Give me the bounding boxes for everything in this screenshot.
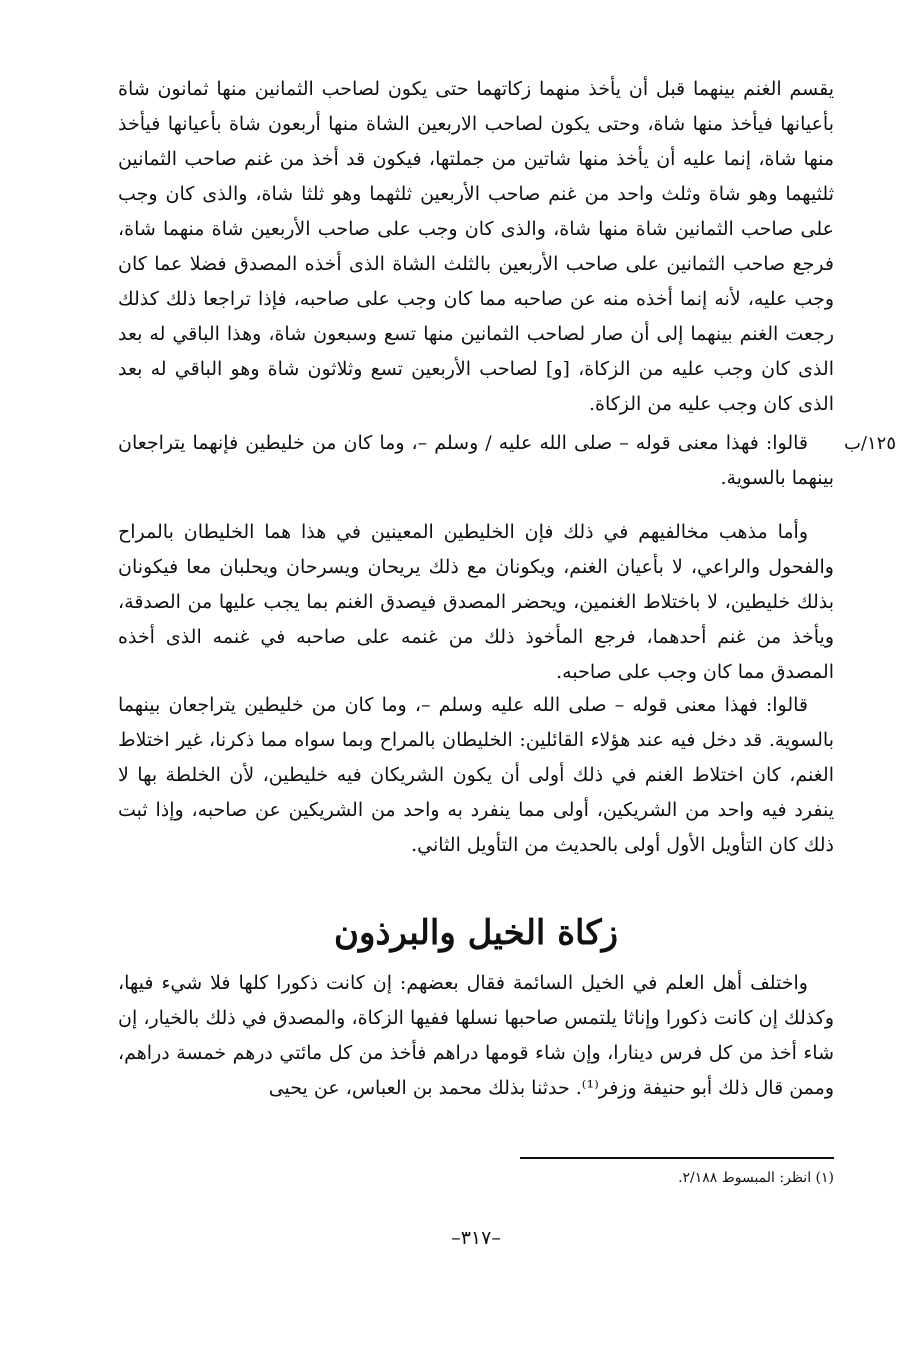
body-paragraph-2 xyxy=(118,426,834,496)
section-heading: زكاة الخيل والبرذون xyxy=(334,913,618,953)
paragraph-text: قالوا: فهذا معنى قوله – صلى الله عليه وسلم –، وما كان من خليطين يتراجعان بينهما بالسوية. قد دخل فيه عند هؤلاء القائلين: الخليطان بالمراح وبما سواه مما ذكرنا، غير اختلاط الغنم، كان اختلاط الغنم في ذلك أولى أن يكون الشريكان فيه خليطين، لأن الخلطة بها لا ينفرد فيه واحد من الشريكين، أولى مما ينفرد به واحد من الشريكين عن صاحبه، وإذا ثبت ذلك كان التأويل الأول أولى بالحديث من التأويل الثاني. xyxy=(118,694,834,856)
paragraph-text: وأما مذهب مخالفيهم في ذلك فإن الخليطين المعينين في هذا هما الخليطان بالمراح والفحول والراعي، لا بأعيان الغنم، ويكونان مع ذلك يريحان ويسرحان ويحلبان معا فيكونان بذلك خليطين، لا باختلاط الغنمين، ويحضر المصدق فيصدق الغنم بما يجب عليها من الصدقة، ويأخذ من غنم أحدهما، فرجع المأخوذ ذلك من غنمه على صاحبه في غنمه الذى أخذه المصدق مما كان وجب على صاحبه. xyxy=(118,521,834,683)
body-paragraph-4 xyxy=(118,688,834,863)
body-paragraph-3 xyxy=(118,515,834,690)
paragraph-text: يقسم الغنم بينهما قبل أن يأخذ منهما زكاتهما حتى يكون لصاحب الثمانين منها ثمانون شاة بأعيانها فيأخذ منها شاة، وحتى يكون لصاحب الاربعين الشاة منها أربعون شاة بأعيانها فيأخذ منها شاة، إنما عليه أن يأخذ منها شاتين من جملتها، فيكون قد أخذ من غنم صاحب الثمانين ثلثيهما وهو شاة وثلث واحد من غنم صاحب الأربعين ثلثهما وهو ثلثا شاة، والذى كان وجب على صاحب الثمانين شاة منها شاة، والذى كان وجب على صاحب الأربعين شاة منهما شاة، فرجع صاحب الثمانين على صاحب الأربعين بالثلث الشاة الذى أخذه المصدق فضلا عما كان وجب عليه، لأنه إنما أخذه منه عن صاحبه مما كان وجب على صاحبه، فإذا تراجعا ذلك كذلك رجعت الغنم بينهما إلى أن صار لصاحب الثمانين منها تسع وسبعون شاة، وهذا الباقي له بعد الذى كان وجب عليه من الزكاة، [و] لصاحب الأربعين تسع وثلاثون شاة وهو الباقي له بعد الذى كان وجب عليه من الزكاة. xyxy=(118,78,834,415)
folio-margin-note: ١٢٥/ب xyxy=(843,433,896,454)
footnote: (١) انظر: المبسوط ٢/١٨٨. xyxy=(678,1170,834,1186)
footnote-divider xyxy=(520,1157,834,1159)
paragraph-text: واختلف أهل العلم في الخيل السائمة فقال بعضهم: إن كانت ذكورا كلها فلا شيء فيها، وكذلك إن كانت ذكورا وإناثا يلتمس صاحبها نسلها ففيها الزكاة، والمصدق في ذلك بالخيار، إن شاء أخذ من كل فرس دينارا، وإن شاء قومها دراهم فأخذ من كل مائتي درهم خمسة دراهم، وممن قال ذلك أبو حنيفة وزفر⁽¹⁾. حدثنا بذلك محمد بن العباس، عن يحيى xyxy=(118,972,834,1099)
paragraph-text: قالوا: فهذا معنى قوله – صلى الله عليه / وسلم –، وما كان من خليطين فإنهما يتراجعان بينهما بالسوية. xyxy=(118,432,834,489)
body-paragraph-5 xyxy=(118,966,834,1106)
body-paragraph-1 xyxy=(118,72,834,422)
page-number: –٣١٧– xyxy=(451,1227,501,1249)
